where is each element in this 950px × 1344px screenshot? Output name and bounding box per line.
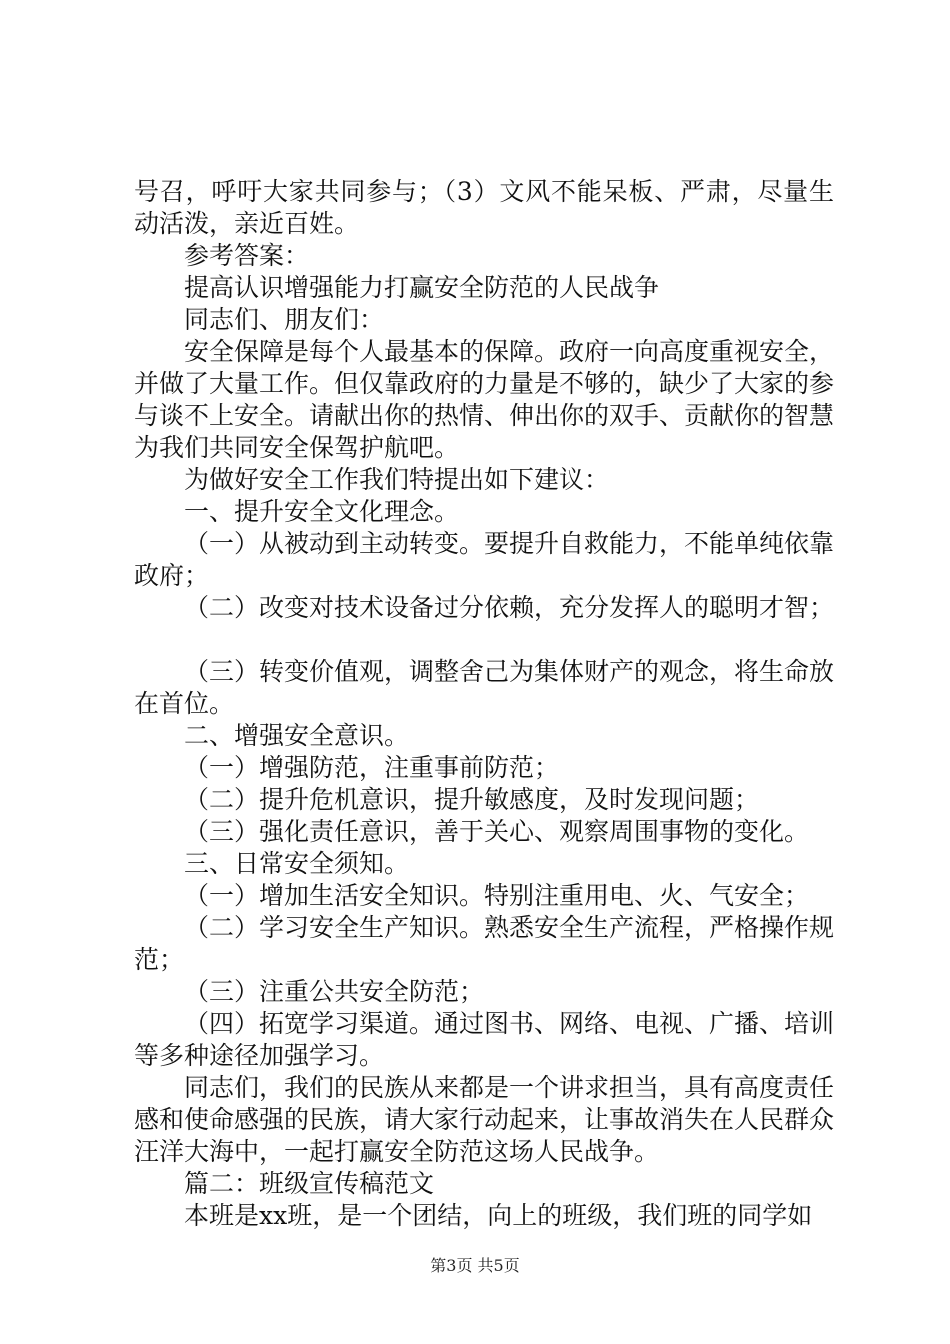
section-heading-1: 一、提升安全文化理念。 [184,497,460,526]
document-body [134,176,834,1232]
list-item-2-1: （一）增强防范，注重事前防范； [184,753,560,782]
list-item-3-1: （一）增加生活安全知识。特别注重用电、火、气安全； [184,881,810,910]
paragraph-suggestions-intro: 为做好安全工作我们特提出如下建议： [184,465,610,494]
paragraph-reference-answer-label: 参考答案： [184,241,310,270]
paragraph-closing: 同志们，我们的民族从来都是一个讲求担当，具有高度责任感和使命感强的民族，请大家行动起来，让事故消失在人民群众汪洋大海中，一起打赢安全防范这场人民战争。 [134,1073,835,1166]
section-heading-2: 二、增强安全意识。 [184,721,410,750]
list-item-3-3: （三）注重公共安全防范； [184,977,485,1006]
page-number-label: 第3页 共5页 [430,1256,520,1275]
paragraph-safety-guarantee: 安全保障是每个人最基本的保障。政府一向高度重视安全，并做了大量工作。但仅靠政府的力量是不够的，缺少了大家的参与谈不上安全。请献出你的热情、伸出你的双手、贡献你的智慧为我们共同安全保驾护航吧。 [134,337,835,462]
paragraph-intro-continuation: 号召，呼吁大家共同参与；（3）文风不能呆板、严肃，尽量生动活泼，亲近百姓。 [134,177,834,238]
list-item-1-2: （二）改变对技术设备过分依赖，充分发挥人的聪明才智； [184,593,835,622]
blank-line [134,624,834,656]
list-item-1-3: （三）转变价值观，调整舍己为集体财产的观念，将生命放在首位。 [134,657,835,718]
paragraph-class-intro: 本班是xx班，是一个团结，向上的班级，我们班的同学如 [184,1201,813,1230]
list-item-3-4: （四）拓宽学习渠道。通过图书、网络、电视、广播、培训等多种途径加强学习。 [134,1009,835,1070]
list-item-3-2: （二）学习安全生产知识。熟悉安全生产流程，严格操作规范； [134,913,835,974]
page-footer [0,1256,950,1276]
section-heading-3: 三、日常安全须知。 [184,849,410,878]
list-item-2-3: （三）强化责任意识，善于关心、观察周围事物的变化。 [184,817,810,846]
salutation: 同志们、朋友们： [184,305,385,334]
article-title: 提高认识增强能力打赢安全防范的人民战争 [184,273,660,302]
list-item-2-2: （二）提升危机意识，提升敏感度，及时发现问题； [184,785,760,814]
list-item-1-1: （一）从被动到主动转变。要提升自救能力，不能单纯依靠政府； [134,529,835,590]
chapter-heading-2: 篇二：班级宣传稿范文 [184,1169,435,1198]
